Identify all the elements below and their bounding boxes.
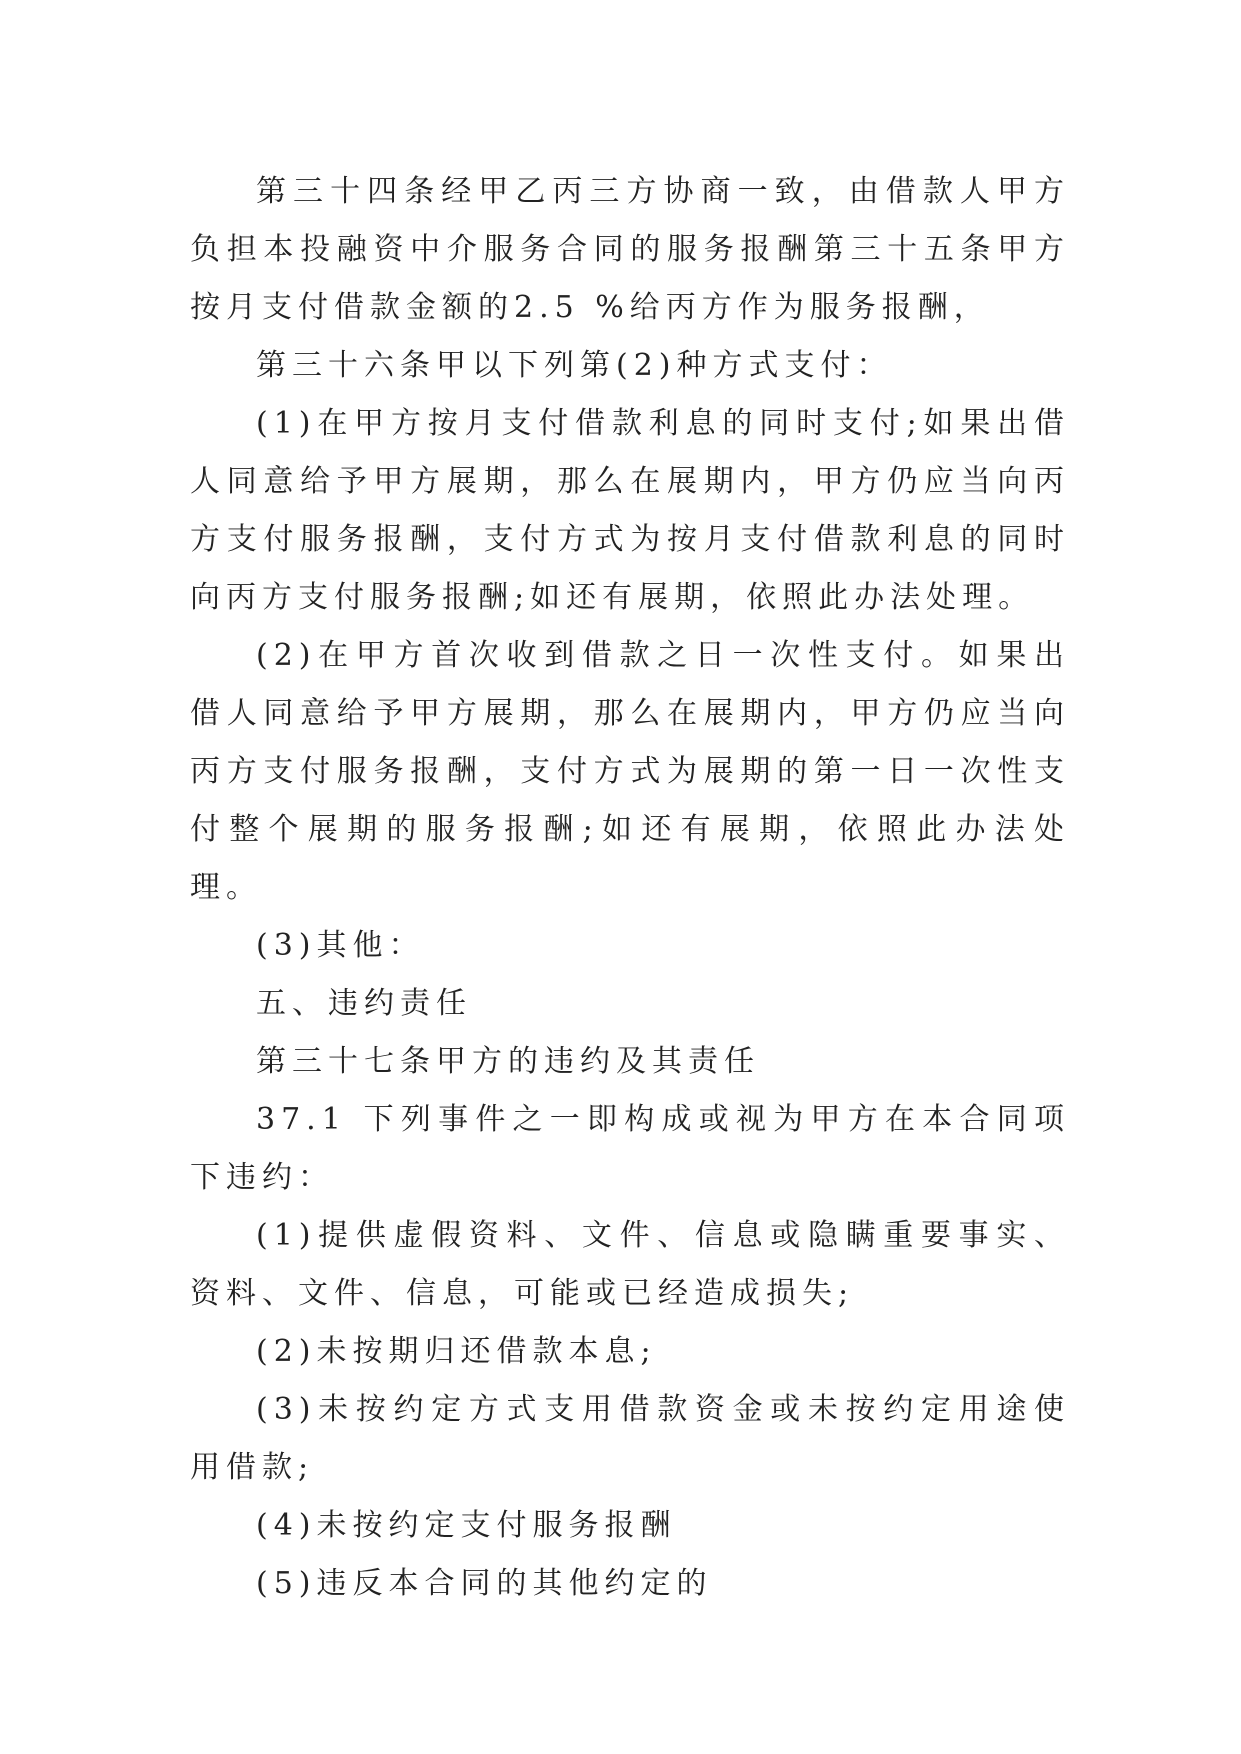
document-body: [190, 163, 1070, 1613]
list-item-breach-1: (1)提供虚假资料、文件、信息或隐瞒重要事实、资料、文件、信息，可能或已经造成损失;: [190, 1218, 1070, 1311]
paragraph-article-36: 第三十六条甲以下列第(2)种方式支付：: [256, 348, 893, 383]
list-item-breach-5: (5)违反本合同的其他约定的: [256, 1566, 713, 1601]
list-item-breach-4: (4)未按约定支付服务报酬: [256, 1508, 677, 1543]
paragraph-article-37: 第三十七条甲方的违约及其责任: [256, 1044, 760, 1079]
paragraph-payment-option-3: (3)其他：: [256, 928, 425, 963]
paragraph-article-34-35: 第三十四条经甲乙丙三方协商一致，由借款人甲方负担本投融资中介服务合同的服务报酬第三十五条甲方按月支付借款金额的2.5 %给丙方作为服务报酬，: [190, 174, 1070, 325]
list-item-breach-2: (2)未按期归还借款本息;: [256, 1334, 657, 1369]
paragraph-payment-option-2: (2)在甲方首次收到借款之日一次性支付。如果出借人同意给予甲方展期，那么在展期内，甲方仍应当向丙方支付服务报酬，支付方式为展期的第一日一次性支付整个展期的服务报酬;如还有展期，依照此办法处理。: [190, 638, 1070, 905]
paragraph-clause-37-1: 37.1 下列事件之一即构成或视为甲方在本合同项下违约：: [190, 1102, 1070, 1195]
paragraph-payment-option-1: (1)在甲方按月支付借款利息的同时支付;如果出借人同意给予甲方展期，那么在展期内，甲方仍应当向丙方支付服务报酬，支付方式为按月支付借款利息的同时向丙方支付服务报酬;如还有展期，依照此办法处理。: [190, 406, 1070, 615]
section-heading-liability: 五、违约责任: [256, 986, 472, 1021]
list-item-breach-3: (3)未按约定方式支用借款资金或未按约定用途使用借款;: [190, 1392, 1070, 1485]
